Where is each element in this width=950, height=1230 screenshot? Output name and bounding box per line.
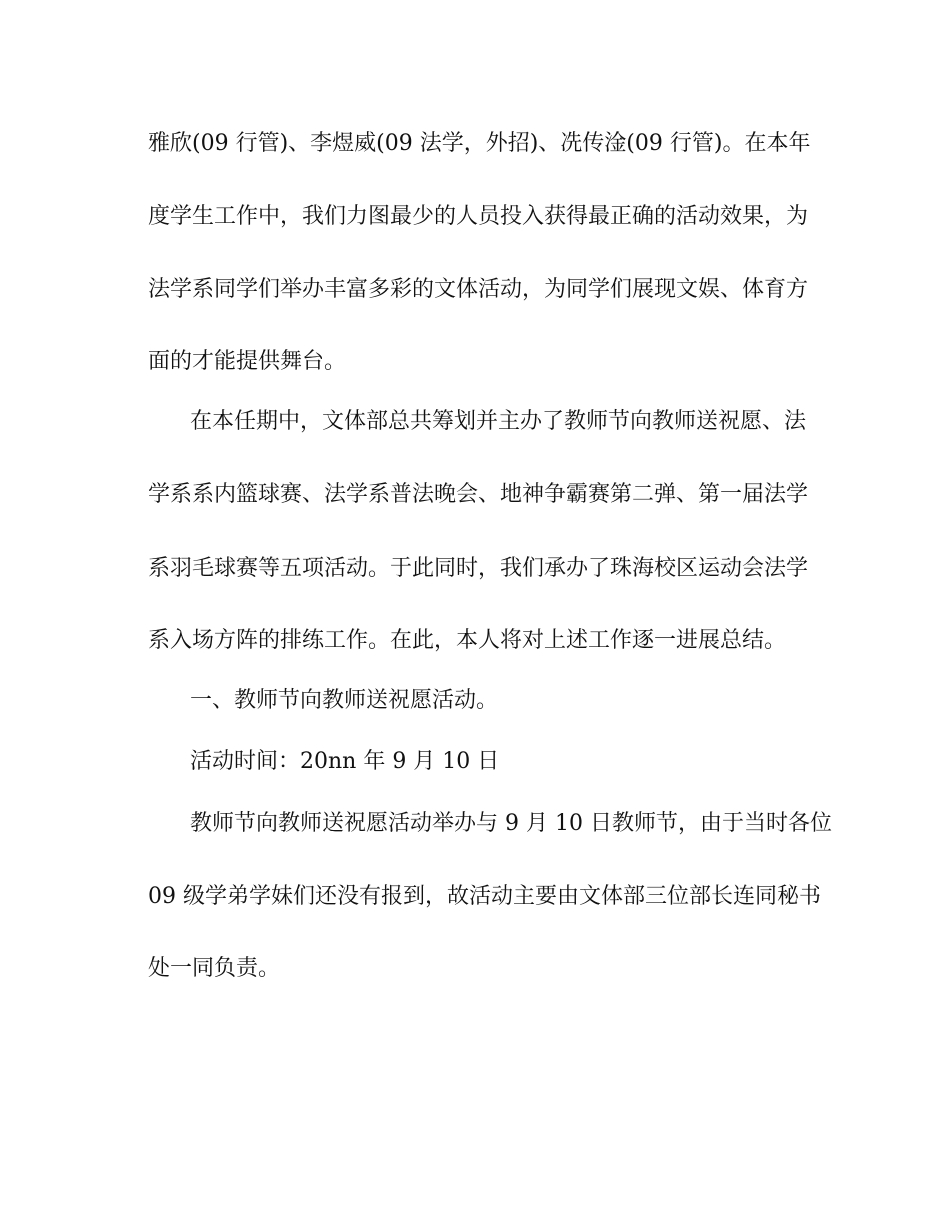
paragraph-line: 系入场方阵的排练工作。在此，本人将对上述工作逐一进展总结。 — [148, 628, 787, 653]
paragraph-line: 雅欣(09 行管)、李煜威(09 法学，外招)、冼传淦(09 行管)。在本年 — [148, 131, 811, 156]
paragraph-line: 09 级学弟学妹们还没有报到，故活动主要由文体部三位部长连同秘书 — [148, 884, 821, 909]
paragraph-line: 度学生工作中，我们力图最少的人员投入获得最正确的活动效果，为 — [148, 204, 809, 229]
paragraph-line: 面的才能提供舞台。 — [148, 349, 347, 374]
paragraph-line: 法学系同学们举办丰富多彩的文体活动，为同学们展现文娱、体育方 — [148, 277, 809, 302]
paragraph-line: 在本任期中，文体部总共筹划并主办了教师节向教师送祝愿、法 — [190, 409, 807, 434]
paragraph-line: 教师节向教师送祝愿活动举办与 9 月 10 日教师节，由于当时各位 — [190, 811, 832, 836]
paragraph-line: 系羽毛球赛等五项活动。于此同时，我们承办了珠海校区运动会法学 — [148, 556, 809, 581]
paragraph-line: 处一同负责。 — [148, 956, 281, 981]
activity-time: 活动时间：20nn 年 9 月 10 日 — [190, 749, 500, 774]
section-heading: 一、教师节向教师送祝愿活动。 — [190, 688, 499, 713]
paragraph-line: 学系系内篮球赛、法学系普法晚会、地神争霸赛第二弹、第一届法学 — [148, 482, 809, 507]
